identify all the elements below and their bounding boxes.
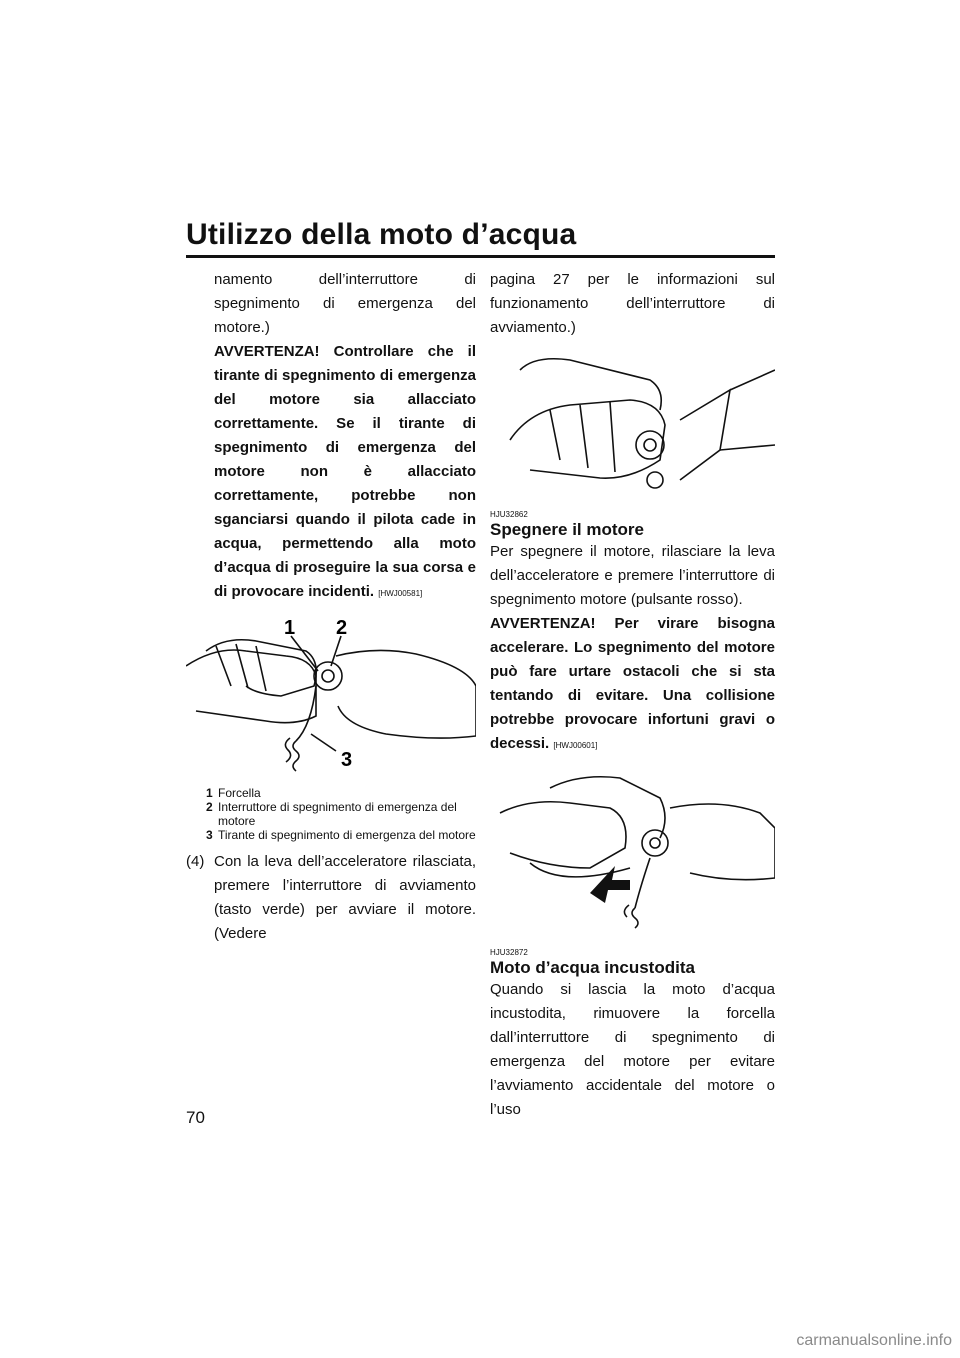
warning-text: AVVERTENZA! Controllare che il tirante di spegnimento di emergenza del motore sia allacciato correttamente. Se il tirante di spegnimento di emergenza del motore non è allacciato correttamente, potrebbe non sganciarsi quando il pilota cade in acqua, permettendo alla moto d’acqua di proseguire la sua corsa e di provocare incidenti. <box>214 343 476 600</box>
right-column <box>490 268 775 1122</box>
warning-ref: [HWJ00581] <box>378 589 423 598</box>
handlebar-grip <box>520 359 661 410</box>
remove-clip-figure <box>490 768 775 938</box>
unattended-text: Quando si lascia la moto d’acqua incustodita, rimuovere la forcella dall’interruttore di spegnimento di emergenza del motore per evitare l’avviamento accidentale del motore o l’uso <box>490 981 775 1118</box>
left-column <box>186 268 476 946</box>
caption-number: 1 <box>206 786 213 800</box>
caption-number: 2 <box>206 800 213 814</box>
kill-switch <box>314 662 342 690</box>
caption-number: 3 <box>206 828 213 842</box>
stop-engine-text: Per spegnere il motore, rilasciare la leva dell’acceleratore e premere l’interruttore di spegnimento motore (pulsante rosso). <box>490 543 775 608</box>
handlebar-grip <box>500 802 626 868</box>
header-rule <box>186 255 775 258</box>
page-title: Utilizzo della moto d’acqua <box>186 218 577 251</box>
page-number: 70 <box>186 1108 205 1127</box>
kill-switch <box>642 830 668 856</box>
lanyard-cord <box>296 686 316 741</box>
figure-label-3: 3 <box>341 749 353 771</box>
caption-item <box>206 828 476 842</box>
lanyard-cord <box>635 858 650 908</box>
caption-item <box>206 786 476 800</box>
arrow-icon <box>590 866 630 903</box>
caption-text: Forcella <box>218 786 261 800</box>
warning-paragraph <box>186 340 476 606</box>
start-button-figure <box>490 350 775 500</box>
section-code: HJU32862 <box>490 510 528 519</box>
section-code: HJU32872 <box>490 948 528 957</box>
handlebar-pad <box>670 804 775 880</box>
caption-item <box>206 800 476 828</box>
handlebar-grip <box>186 650 316 723</box>
figure-captions <box>206 786 476 842</box>
section-title-unattended: Moto d’acqua incustodita <box>490 958 695 977</box>
step-text: Con la leva dell’acceleratore rilasciata, premere l’interruttore di avviamento (tasto verde) per avviare il motore. (Vedere <box>214 853 476 942</box>
figure-label-2: 2 <box>336 617 348 639</box>
warning-ref: [HWJ00601] <box>553 741 598 750</box>
intro-text: namento dell’interruttore di spegnimento di emergenza del motore.) <box>214 271 476 336</box>
warning-paragraph <box>490 612 775 758</box>
figure-label-1: 1 <box>284 617 296 639</box>
watermark: carmanualsonline.info <box>796 1332 952 1349</box>
section-title-stop-engine: Spegnere il motore <box>490 520 644 539</box>
caption-text: Tirante di spegnimento di emergenza del motore <box>218 828 476 842</box>
continuation-text: pagina 27 per le informazioni sul funzionamento dell’interruttore di avviamento.) <box>490 271 775 336</box>
step-number: (4) <box>186 853 205 870</box>
caption-text: Interruttore di spegnimento di emergenza del motore <box>218 800 457 828</box>
lanyard-figure <box>186 616 476 776</box>
step-4 <box>186 850 476 946</box>
handlebar-pad <box>336 650 476 738</box>
warning-text: AVVERTENZA! Per virare bisogna accelerare. Lo spegnimento del motore può fare urtare ostacoli che si sta tentando di evitare. Una collisione potrebbe provocare infortuni gravi o decessi. <box>490 615 775 752</box>
handlebar-housing <box>680 390 730 480</box>
start-button <box>636 431 664 459</box>
